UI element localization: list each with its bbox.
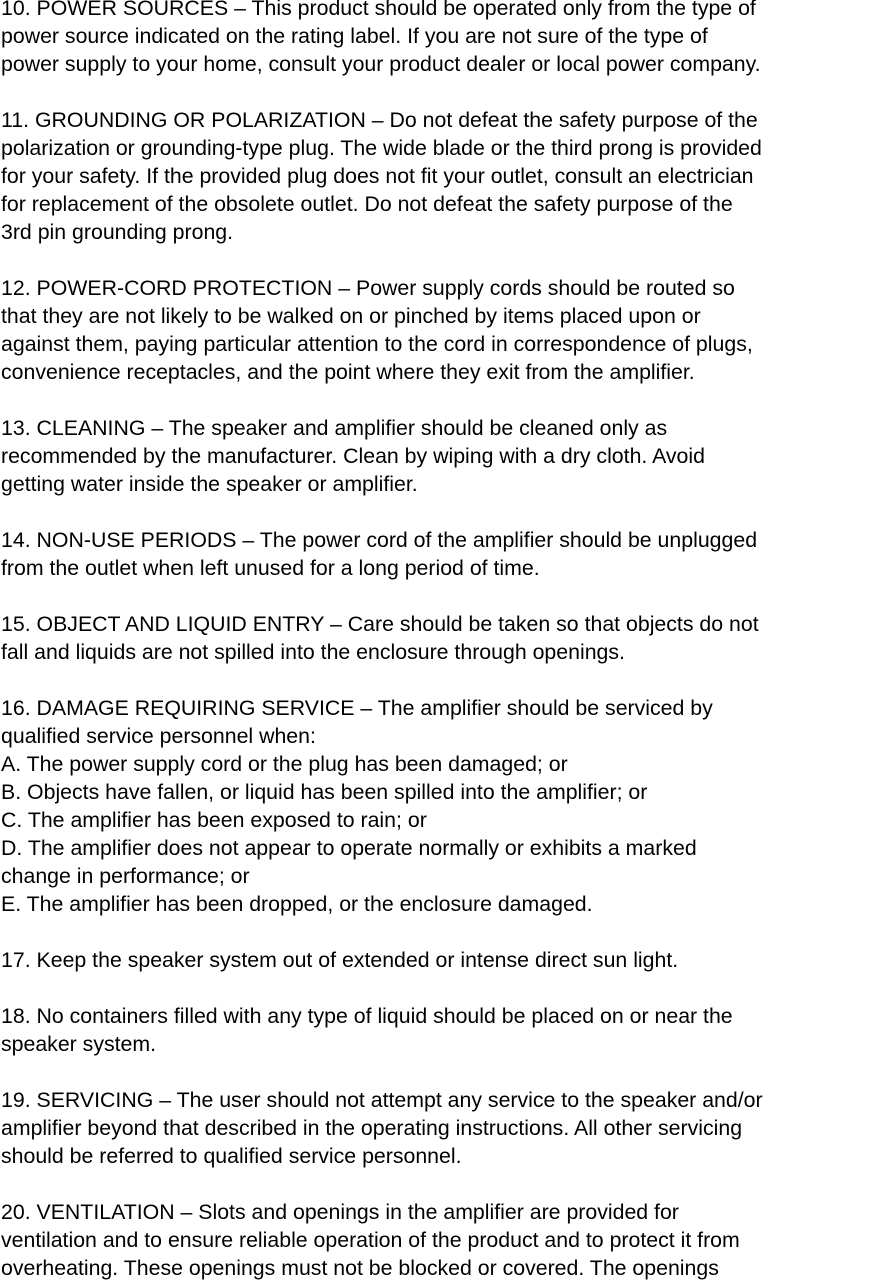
text-line: 15. OBJECT AND LIQUID ENTRY – Care should be taken so that objects do not bbox=[1, 612, 759, 636]
text-line: getting water inside the speaker or amplifier. bbox=[1, 472, 418, 496]
paragraph-gap bbox=[1, 666, 870, 694]
text-line: 17. Keep the speaker system out of extended or intense direct sun light. bbox=[1, 948, 679, 972]
text-line: 11. GROUNDING OR POLARIZATION – Do not defeat the safety purpose of the bbox=[1, 108, 758, 132]
list-item: B. Objects have fallen, or liquid has been spilled into the amplifier; or bbox=[1, 780, 648, 804]
paragraph-gap bbox=[1, 498, 870, 526]
paragraph-gap bbox=[1, 246, 870, 274]
list-item: C. The amplifier has been exposed to rain; or bbox=[1, 808, 427, 832]
paragraph-gap bbox=[1, 582, 870, 610]
text-line: 10. POWER SOURCES – This product should be operated only from the type of bbox=[1, 0, 756, 20]
document-page bbox=[1, 0, 870, 1282]
text-line: change in performance; or bbox=[1, 864, 250, 888]
text-line: ventilation and to ensure reliable operation of the product and to protect it from bbox=[1, 1228, 740, 1252]
section-cleaning bbox=[1, 414, 870, 498]
section-non-use-periods bbox=[1, 526, 870, 582]
text-line: power supply to your home, consult your product dealer or local power company. bbox=[1, 52, 761, 76]
text-line: 18. No containers filled with any type of liquid should be placed on or near the bbox=[1, 1004, 733, 1028]
section-power-cord-protection bbox=[1, 274, 870, 386]
text-line: amplifier beyond that described in the operating instructions. All other servicing bbox=[1, 1116, 743, 1140]
text-line: recommended by the manufacturer. Clean by wiping with a dry cloth. Avoid bbox=[1, 444, 705, 468]
paragraph-gap bbox=[1, 918, 870, 946]
list-item: A. The power supply cord or the plug has been damaged; or bbox=[1, 752, 568, 776]
text-line: power source indicated on the rating label. If you are not sure of the type of bbox=[1, 24, 708, 48]
text-line: qualified service personnel when: bbox=[1, 724, 316, 748]
paragraph-gap bbox=[1, 974, 870, 1002]
text-line: should be referred to qualified service personnel. bbox=[1, 1144, 462, 1168]
section-sun-light bbox=[1, 946, 870, 974]
text-line: fall and liquids are not spilled into the enclosure through openings. bbox=[1, 640, 625, 664]
list-item: D. The amplifier does not appear to operate normally or exhibits a marked bbox=[1, 836, 697, 860]
text-line: 13. CLEANING – The speaker and amplifier should be cleaned only as bbox=[1, 416, 668, 440]
section-grounding-polarization bbox=[1, 106, 870, 246]
section-ventilation bbox=[1, 1198, 870, 1282]
text-line: 3rd pin grounding prong. bbox=[1, 220, 234, 244]
text-line: polarization or grounding-type plug. The wide blade or the third prong is provided bbox=[1, 136, 762, 160]
text-line: from the outlet when left unused for a long period of time. bbox=[1, 556, 540, 580]
text-line: for replacement of the obsolete outlet. Do not defeat the safety purpose of the bbox=[1, 192, 733, 216]
text-line: 16. DAMAGE REQUIRING SERVICE – The amplifier should be serviced by bbox=[1, 696, 713, 720]
paragraph-gap bbox=[1, 1170, 870, 1198]
section-liquid-containers bbox=[1, 1002, 870, 1058]
paragraph-gap bbox=[1, 1058, 870, 1086]
section-damage-requiring-service bbox=[1, 694, 870, 918]
paragraph-gap bbox=[1, 78, 870, 106]
section-power-sources bbox=[1, 0, 870, 78]
text-line: for your safety. If the provided plug does not fit your outlet, consult an electrician bbox=[1, 164, 754, 188]
list-item: E. The amplifier has been dropped, or the enclosure damaged. bbox=[1, 892, 593, 916]
text-line: 12. POWER-CORD PROTECTION – Power supply cords should be routed so bbox=[1, 276, 735, 300]
paragraph-gap bbox=[1, 386, 870, 414]
section-servicing bbox=[1, 1086, 870, 1170]
text-line: 20. VENTILATION – Slots and openings in the amplifier are provided for bbox=[1, 1200, 679, 1224]
text-line: convenience receptacles, and the point where they exit from the amplifier. bbox=[1, 360, 695, 384]
section-object-liquid-entry bbox=[1, 610, 870, 666]
text-line: 19. SERVICING – The user should not attempt any service to the speaker and/or bbox=[1, 1088, 763, 1112]
text-line: overheating. These openings must not be blocked or covered. The openings bbox=[1, 1256, 719, 1280]
text-line: against them, paying particular attention to the cord in correspondence of plugs, bbox=[1, 332, 753, 356]
text-line: that they are not likely to be walked on or pinched by items placed upon or bbox=[1, 304, 701, 328]
text-line: speaker system. bbox=[1, 1032, 157, 1056]
text-line: 14. NON-USE PERIODS – The power cord of the amplifier should be unplugged bbox=[1, 528, 758, 552]
